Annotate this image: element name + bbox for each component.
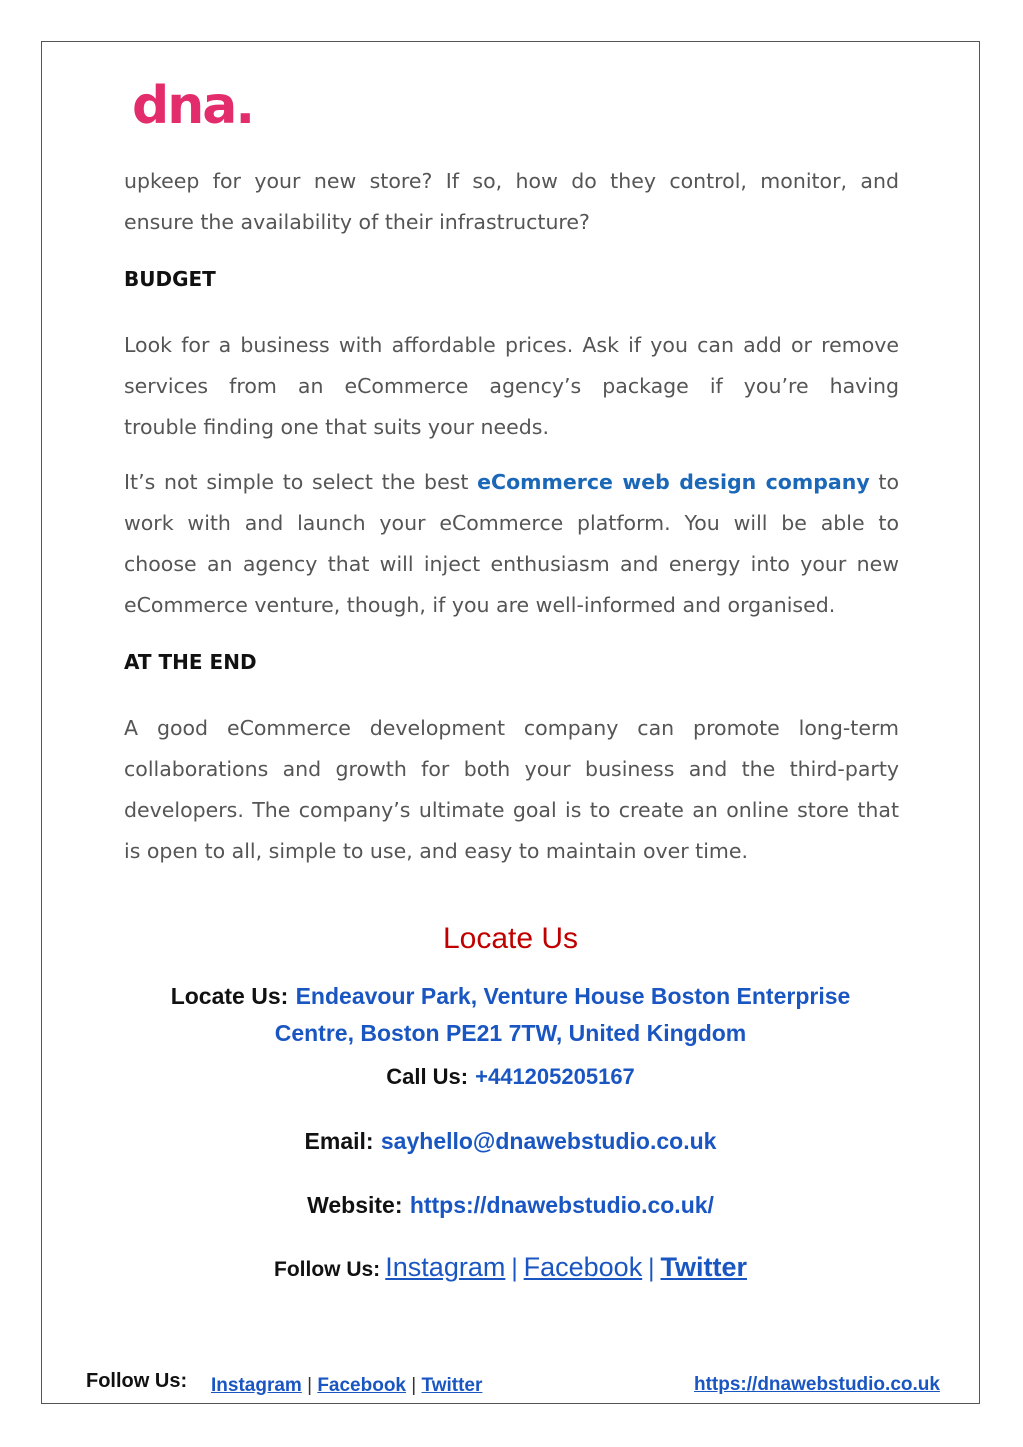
budget-p2-line-2: work with and launch your eCommerce platform. You will be able to: [124, 511, 899, 535]
budget-p2-after: to: [869, 470, 900, 494]
locate-us-title: Locate Us: [442, 922, 579, 955]
footer-follow-label: Follow Us:: [86, 1370, 188, 1392]
budget-p1-line-2: services from an eCommerce agency’s package if you’re having: [124, 374, 899, 398]
dna-logo[interactable]: dna.: [132, 76, 254, 136]
intro-line-1: upkeep for your new store? If so, how do they control, monitor, and: [124, 169, 899, 193]
footer-separator: |: [307, 1375, 313, 1396]
budget-p2-line-1: [124, 462, 899, 503]
address-block: [41, 978, 980, 1052]
budget-p1-line-1: Look for a business with affordable prices. Ask if you can add or remove: [124, 333, 899, 357]
website-link[interactable]: https://dnawebstudio.co.uk/: [409, 1192, 714, 1218]
call-label: Call Us:: [386, 1064, 469, 1089]
end-line-4: is open to all, simple to use, and easy to maintain over time.: [124, 839, 749, 863]
end-line-3: developers. The company’s ultimate goal is to create an online store that: [124, 798, 899, 822]
follow-row: [41, 1252, 980, 1283]
email-link[interactable]: sayhello@dnawebstudio.co.uk: [380, 1128, 717, 1154]
budget-p2-line-3: choose an agency that will inject enthusiasm and energy into your new: [124, 552, 899, 576]
footer-twitter-link[interactable]: Twitter: [421, 1375, 483, 1396]
separator: |: [510, 1254, 519, 1282]
instagram-link[interactable]: Instagram: [385, 1252, 506, 1282]
follow-label: Follow Us:: [274, 1258, 381, 1281]
phone-number[interactable]: +441205205167: [475, 1064, 635, 1089]
end-line-2: collaborations and growth for both your business and the third-party: [124, 757, 899, 781]
budget-p2-line-4: eCommerce venture, though, if you are well-informed and organised.: [124, 593, 836, 617]
budget-p2-before: It’s not simple to select the best: [124, 470, 478, 494]
end-line-1: A good eCommerce development company can promote long-term: [124, 716, 899, 740]
address-line-2: Centre, Boston PE21 7TW, United Kingdom: [274, 1020, 747, 1046]
footer-website-text[interactable]: https://dnawebstudio.co.uk: [694, 1374, 940, 1395]
budget-p1-line-3: trouble finding one that suits your needs.: [124, 415, 549, 439]
address-line-1: Endeavour Park, Venture House Boston Enterprise: [295, 983, 851, 1009]
footer-social-links: [211, 1375, 482, 1397]
end-heading: AT THE END: [124, 650, 257, 674]
website-label: Website:: [307, 1192, 403, 1218]
facebook-link[interactable]: Facebook: [523, 1252, 643, 1282]
footer-facebook-link[interactable]: Facebook: [317, 1375, 407, 1396]
twitter-link[interactable]: Twitter: [660, 1252, 747, 1282]
footer-separator: |: [411, 1375, 417, 1396]
separator: |: [647, 1254, 656, 1282]
website-row: [41, 1192, 980, 1219]
email-row: [41, 1128, 980, 1155]
ecommerce-web-design-link[interactable]: eCommerce web design company: [477, 470, 870, 494]
intro-line-2: ensure the availability of their infrastructure?: [124, 210, 590, 234]
footer-website-link[interactable]: [694, 1374, 940, 1396]
footer-instagram-link[interactable]: Instagram: [211, 1375, 302, 1396]
locate-label: Locate Us:: [170, 983, 289, 1009]
budget-heading: BUDGET: [124, 267, 216, 291]
email-label: Email:: [304, 1128, 374, 1154]
call-row: [41, 1064, 980, 1090]
